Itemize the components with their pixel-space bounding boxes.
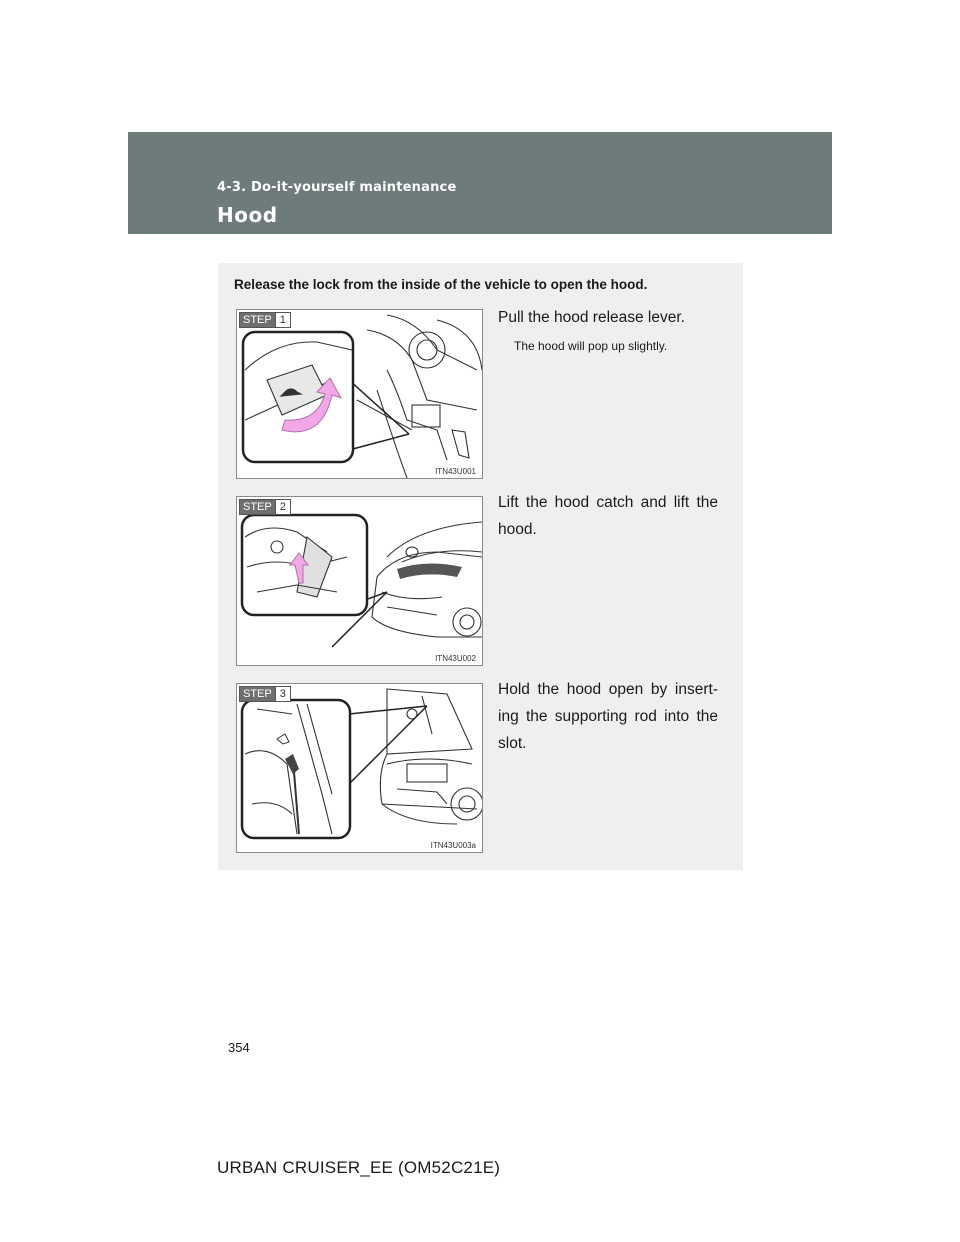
figure-id: ITN43U001 — [435, 467, 476, 476]
step-1-illustration — [236, 309, 483, 479]
step-badge-label: STEP — [240, 687, 275, 701]
hood-catch-drawing — [237, 497, 482, 665]
step-badge-label: STEP — [240, 500, 275, 514]
step-3-text: Hold the hood open by insert-ing the supporting rod into the slot. — [498, 681, 718, 752]
intro-text: Release the lock from the inside of the vehicle to open the hood. — [234, 277, 648, 292]
step-3-illustration — [236, 683, 483, 853]
step-badge-number: 2 — [275, 500, 290, 514]
section-title: 4-3. Do-it-yourself maintenance — [217, 180, 457, 195]
step-1-text: Pull the hood release lever. — [498, 309, 685, 326]
step-2-badge — [239, 499, 291, 515]
step-badge-label: STEP — [240, 313, 275, 327]
step-2-text: Lift the hood catch and lift the hood. — [498, 494, 718, 538]
page-number: 354 — [228, 1040, 250, 1055]
step-badge-number: 1 — [275, 313, 290, 327]
step-1-badge — [239, 312, 291, 328]
section-header — [128, 132, 832, 234]
step-badge-number: 3 — [275, 687, 290, 701]
step-2-illustration — [236, 496, 483, 666]
hood-release-lever-drawing — [237, 310, 482, 478]
figure-id: ITN43U002 — [435, 654, 476, 663]
procedure-panel — [218, 263, 743, 870]
document-footer: URBAN CRUISER_EE (OM52C21E) — [217, 1158, 501, 1177]
step-1-note: The hood will pop up slightly. — [514, 339, 668, 353]
figure-id: ITN43U003a — [430, 841, 476, 850]
hood-support-rod-drawing — [237, 684, 482, 852]
page-title: Hood — [217, 203, 278, 227]
step-3-badge — [239, 686, 291, 702]
